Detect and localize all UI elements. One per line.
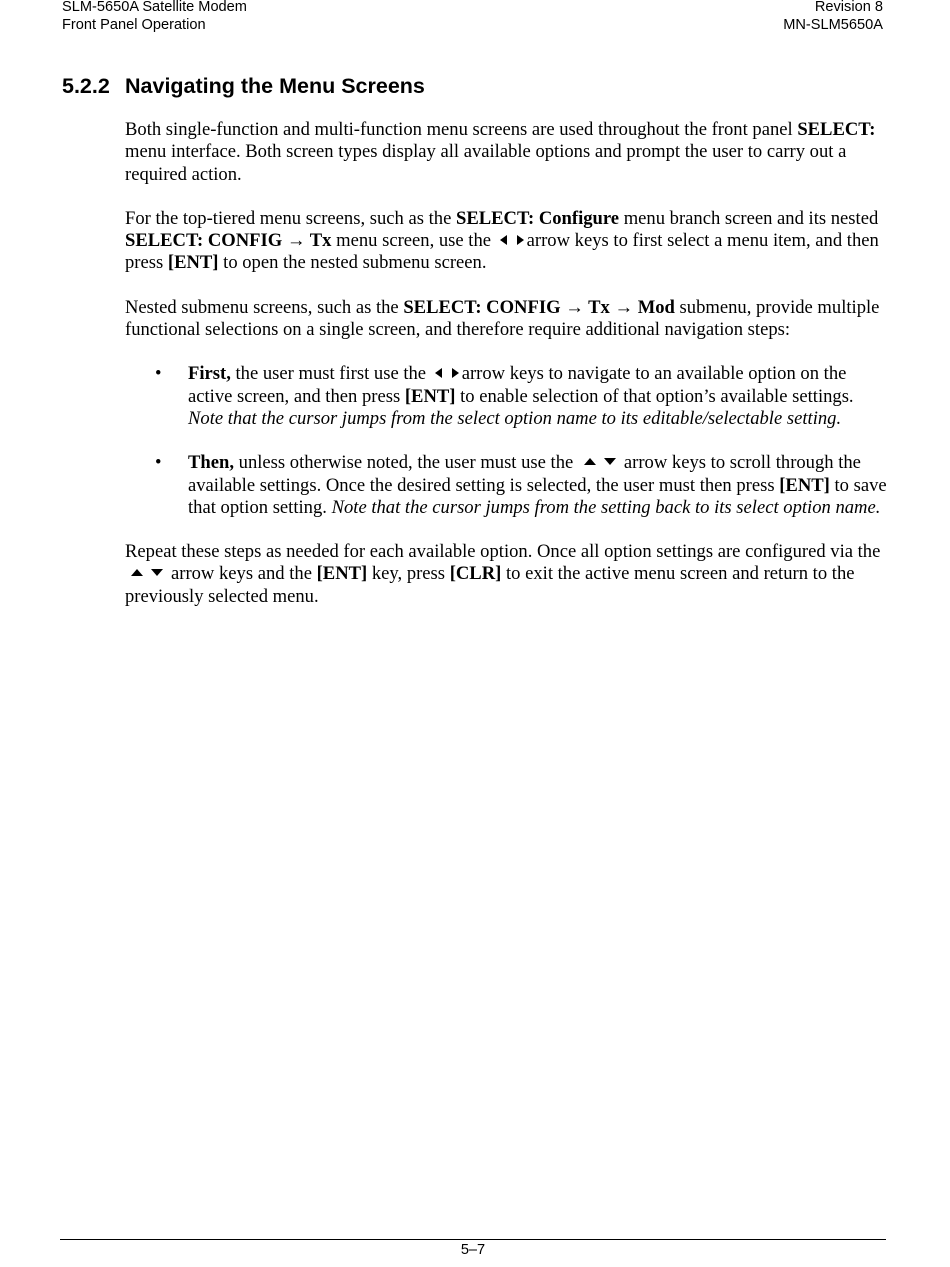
text-run: For the top-tiered menu screens, such as the [125, 207, 456, 229]
bold-run: Tx [583, 296, 615, 318]
up-arrow-key-icon [584, 458, 596, 465]
text-run: to open the nested submenu screen. [218, 252, 487, 274]
section-heading [62, 72, 425, 100]
bold-run: SELECT: [797, 119, 876, 140]
bold-run: [ENT] [779, 474, 830, 496]
right-arrow-symbol: → [565, 296, 584, 318]
paragraph-repeat [125, 541, 887, 608]
bold-run: [ENT] [167, 252, 219, 274]
text-run: menu interface. Both screen types display all available options and prompt the user to carry out a required action. [125, 141, 847, 185]
text-run: arrow keys to navigate to an available option on the active screen, and then press [188, 363, 847, 407]
left-arrow-key-icon [435, 368, 442, 378]
italic-note: Note that the cursor jumps from the select option name to its editable/selectable setting. [188, 407, 842, 429]
list-item [125, 452, 887, 519]
bold-run: Mod [633, 296, 675, 318]
bold-run: [CLR] [449, 563, 502, 585]
list-item [125, 363, 887, 430]
text-run: Both single-function and multi-function menu screens are used throughout the front panel [125, 119, 798, 140]
right-arrow-symbol: → [614, 296, 634, 318]
header-revision: Revision 8 [814, 0, 883, 15]
text-run: arrow keys to first select a menu item, and then press [125, 230, 879, 274]
section-body [125, 119, 887, 630]
left-arrow-key-icon [500, 235, 507, 245]
bold-run: SELECT: CONFIG [125, 230, 287, 252]
section-number: 5.2.2 [62, 74, 110, 98]
text-run: to exit the active menu screen and return to the previously selected menu. [125, 563, 855, 607]
italic-note: Note that the cursor jumps from the setting back to its select option name. [331, 496, 881, 518]
footer-divider [60, 1239, 886, 1240]
running-header-left [62, 0, 247, 34]
down-arrow-key-icon [151, 569, 163, 576]
text-run: arrow keys to scroll through the available settings. Once the desired setting is selected, the user must then press [188, 452, 861, 496]
paragraph-nested [125, 297, 887, 342]
text-run: submenu, provide multiple functional selections on a single screen, and therefore require additional navigation steps: [125, 296, 880, 341]
bold-run: [ENT] [404, 385, 456, 407]
paragraph-top-tier [125, 208, 887, 275]
header-chapter-title: Front Panel Operation [62, 17, 206, 33]
down-arrow-key-icon [604, 458, 616, 465]
text-run: Nested submenu screens, such as the [125, 296, 404, 318]
text-run: menu screen, use the [331, 230, 496, 252]
bullet-marker: • [155, 363, 162, 385]
text-run: the user must first use the [230, 363, 431, 385]
bold-run: Then, [188, 452, 234, 474]
text-run: to save that option setting. [188, 474, 887, 518]
right-arrow-key-icon [517, 235, 524, 245]
text-run: key, press [367, 563, 450, 585]
bullet-marker: • [155, 452, 162, 474]
bold-run: [ENT] [316, 563, 368, 585]
right-arrow-symbol: → [286, 230, 306, 252]
bold-run: First, [188, 363, 231, 385]
header-document-title: SLM-5650A Satellite Modem [62, 0, 247, 15]
bold-run: SELECT: CONFIG [403, 296, 566, 318]
running-header-right [783, 0, 883, 34]
bold-run: SELECT: Configure [455, 207, 620, 229]
up-arrow-key-icon [131, 569, 143, 576]
text-run: to enable selection of that option’s available settings. [455, 385, 854, 407]
text-run: arrow keys and the [171, 563, 317, 585]
header-manual-number: MN-SLM5650A [783, 17, 883, 33]
section-title: Navigating the Menu Screens [125, 74, 425, 98]
text-run: menu branch screen and its nested [619, 207, 879, 229]
right-arrow-key-icon [452, 368, 459, 378]
page-number: 5–7 [460, 1242, 486, 1258]
navigation-steps-list [125, 363, 887, 519]
text-run: Repeat these steps as needed for each available option. Once all option settings are configured via the [125, 541, 881, 563]
bold-run: Tx [305, 230, 332, 252]
paragraph-intro [125, 119, 887, 186]
text-run: unless otherwise noted, the user must use the [234, 452, 578, 474]
